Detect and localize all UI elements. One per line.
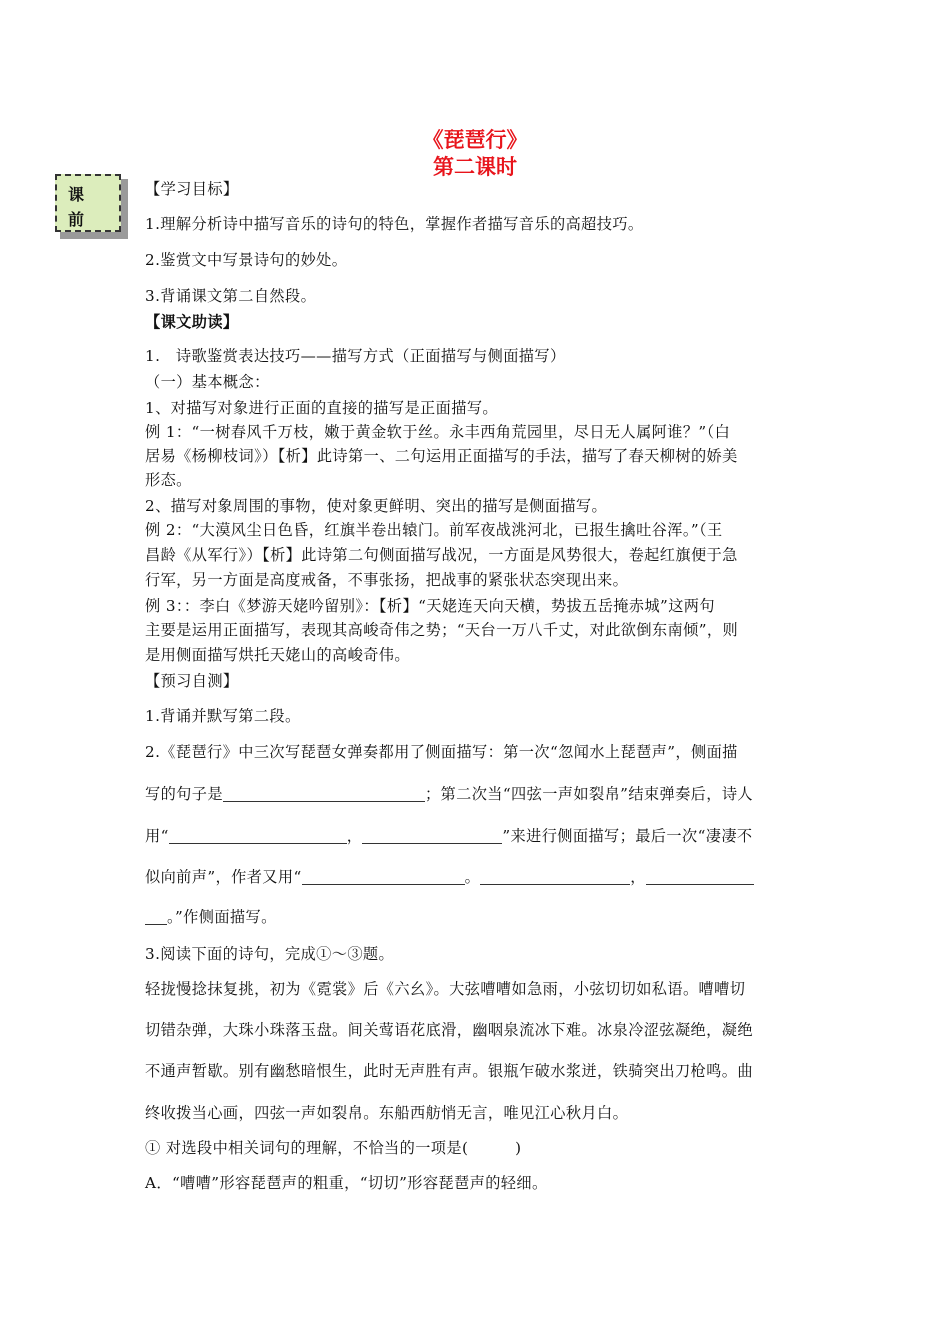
guide-line: 昌龄《从军行》）【析】此诗第二句侧面描写战况，一方面是风势很大，卷起红旗便于急 xyxy=(145,546,738,564)
quiz-q2-line xyxy=(145,906,277,927)
badge-char-2: 前 xyxy=(68,210,85,229)
answer-blank-2[interactable] xyxy=(169,829,347,844)
q2-text: 。 xyxy=(464,868,481,886)
quiz-q2-line xyxy=(145,866,754,887)
goals-heading: 【学习目标】 xyxy=(145,180,239,198)
guide-line: （一）基本概念： xyxy=(145,373,270,391)
answer-blank-3[interactable] xyxy=(362,829,502,844)
guide-line: 例 1：“一树春风千万枝，嫩于黄金软于丝。永丰西角荒园里，尽日无人属阿谁？”（白 xyxy=(145,423,731,441)
poem-line: 终收拨当心画，四弦一声如裂帛。东船西舫悄无言，唯见江心秋月白。 xyxy=(145,1104,629,1122)
q2-text: ， xyxy=(346,827,363,845)
section-badge xyxy=(55,174,121,232)
guide-line: 形态。 xyxy=(145,471,192,489)
q2-text: 用“ xyxy=(145,827,169,845)
q2-text: 。”作侧面描写。 xyxy=(167,908,277,926)
guide-line: 1. 诗歌鉴赏表达技巧——描写方式（正面描写与侧面描写） xyxy=(145,347,566,365)
quiz-q2-line xyxy=(145,783,753,804)
answer-blank-4[interactable] xyxy=(302,870,465,885)
goal-item: 1.理解分析诗中描写音乐的诗句的特色，掌握作者描写音乐的高超技巧。 xyxy=(145,215,644,233)
page-subtitle: 第二课时 xyxy=(433,155,517,179)
guide-line: 例 3：：李白《梦游天姥吟留别》：【析】“天姥连天向天横，势拔五岳掩赤城”这两句 xyxy=(145,597,715,615)
answer-blank-6-cont[interactable] xyxy=(145,910,167,925)
poem-line: 轻拢慢捻抹复挑，初为《霓裳》后《六幺》。大弦嘈嘈如急雨，小弦切切如私语。嘈嘈切 xyxy=(145,980,746,998)
answer-blank-1[interactable] xyxy=(223,787,425,802)
quiz-q3-question: ① 对选段中相关词句的理解，不恰当的一项是( ) xyxy=(145,1139,522,1157)
q2-text: 写的句子是 xyxy=(145,785,223,803)
quiz-q3-option-a: A．“嘈嘈”形容琵琶声的粗重，“切切”形容琵琶声的轻细。 xyxy=(145,1174,548,1192)
quiz-q2-line: 2.《琵琶行》中三次写琵琶女弹奏都用了侧面描写：第一次“忽闻水上琵琶声”，侧面描 xyxy=(145,743,738,761)
guide-line: 是用侧面描写烘托天姥山的高峻奇伟。 xyxy=(145,646,410,664)
page-title: 《琵琶行》 xyxy=(422,128,528,152)
guide-line: 居易《杨柳枝词》）【析】此诗第一、二句运用正面描写的手法，描写了春天柳树的娇美 xyxy=(145,447,738,465)
q2-text: ”来进行侧面描写；最后一次“凄凄不 xyxy=(502,827,753,845)
goal-item: 3.背诵课文第二自然段。 xyxy=(145,287,317,305)
poem-line: 切错杂弹，大珠小珠落玉盘。间关莺语花底滑，幽咽泉流冰下难。冰泉冷涩弦凝绝，凝绝 xyxy=(145,1021,753,1039)
quiz-q1: 1.背诵并默写第二段。 xyxy=(145,707,301,725)
guide-line: 行军，另一方面是高度戒备，不事张扬，把战事的紧张状态突现出来。 xyxy=(145,571,629,589)
quiz-heading: 【预习自测】 xyxy=(145,672,239,690)
badge-char-1: 课 xyxy=(68,185,85,204)
answer-blank-6[interactable] xyxy=(646,870,754,885)
q2-text: ， xyxy=(630,868,646,886)
guide-line: 2、描写对象周围的事物，使对象更鲜明、突出的描写是侧面描写。 xyxy=(145,497,608,515)
q2-text: 似向前声”，作者又用“ xyxy=(145,868,302,886)
quiz-q3-intro: 3.阅读下面的诗句，完成①～③题。 xyxy=(145,945,395,963)
q2-text: ；第二次当“四弦一声如裂帛”结束弹奏后，诗人 xyxy=(424,785,754,803)
poem-line: 不通声暂歇。别有幽愁暗恨生，此时无声胜有声。银瓶乍破水浆迸，铁骑突出刀枪鸣。曲 xyxy=(145,1062,753,1080)
guide-line: 主要是运用正面描写，表现其高峻奇伟之势；“天台一万八千丈，对此欲倒东南倾”，则 xyxy=(145,621,739,639)
answer-blank-5[interactable] xyxy=(480,870,630,885)
guide-line: 例 2：“大漠风尘日色昏，红旗半卷出辕门。前军夜战洮河北，已报生擒吐谷浑。”（王 xyxy=(145,521,723,539)
guide-line: 1、对描写对象进行正面的直接的描写是正面描写。 xyxy=(145,399,498,417)
guide-heading: 【课文助读】 xyxy=(145,313,239,331)
goal-item: 2.鉴赏文中写景诗句的妙处。 xyxy=(145,251,348,269)
quiz-q2-line xyxy=(145,825,753,846)
